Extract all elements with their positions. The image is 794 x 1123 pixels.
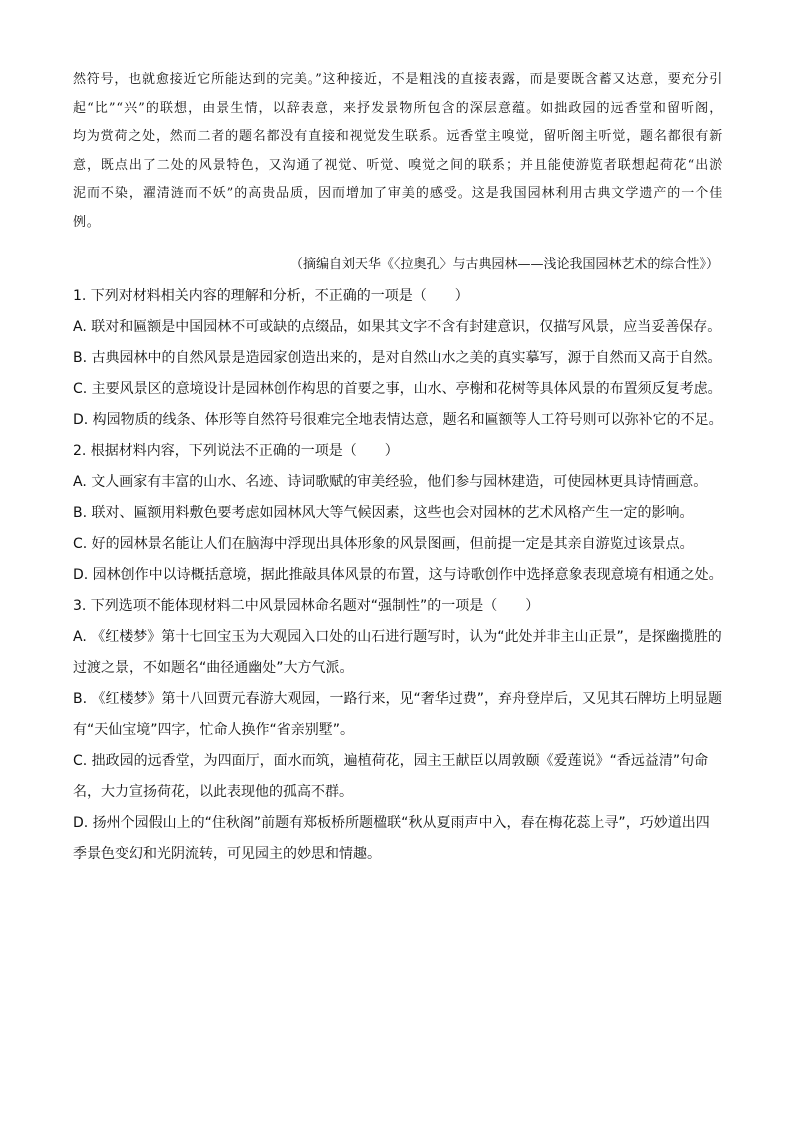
option-d: D. 园林创作中以诗概括意境，据此推敲具体风景的布置，这与诗歌创作中选择意象表现意境有相通之处。	[73, 567, 723, 583]
source-citation: （摘编自刘天华《〈拉奥孔〉与古典园林——浅论我国园林艺术的综合性》）	[289, 257, 719, 272]
option-b: B. 联对、匾额用料敷色要考虑如园林风大等气候因素，这些也会对园林的艺术风格产生一定的影响。	[73, 505, 694, 521]
question-stem: 1. 下列对材料相关内容的理解和分析，不正确的一项是（ ）	[73, 288, 469, 304]
question-list	[73, 281, 723, 870]
question-stem: 3. 下列选项不能体现材料二中风景园林命名题对“强制性”的一项是（ ）	[73, 598, 540, 614]
reading-passage: 然符号，也就愈接近它所能达到的完美。”这种接近，不是粗浅的直接表露，而是要既含蓄又达意，要充分引起“比”“兴”的联想，由景生情，以辞表意，来抒发景物所包含的深层意蕴。如拙政园的远香堂和留听阁，均为赏荷之处，然而二者的题名都没有直接和视觉发生联系。远香堂主嗅觉，留听阁主听觉，题名都很有新意，既点出了二处的风景特色，又沟通了视觉、听觉、嗅觉之间的联系；并且能使游览者联想起荷花“出淤泥而不染，濯清涟而不妖”的高贵品质，因而增加了审美的感受。这是我国园林利用古典文学遗产的一个佳例。	[73, 72, 723, 230]
option-c: C. 拙政园的远香堂，为四面厅，面水而筑，遍植荷花，园主王献臣以周敦颐《爱莲说》“香远益清”句命名，大力宣扬荷花，以此表现他的孤高不群。	[73, 753, 709, 800]
question-3	[73, 591, 723, 870]
option-a: A. 联对和匾额是中国园林不可或缺的点缀品，如果其文字不含有封建意识，仅描写风景，应当妥善保存。	[73, 319, 722, 335]
option-a: A. 《红楼梦》第十七回宝玉为大观园入口处的山石进行题写时，认为“此处并非主山正景”，是探幽揽胜的过渡之景，不如题名“曲径通幽处”大方气派。	[73, 629, 722, 676]
question-stem: 2. 根据材料内容，下列说法不正确的一项是（ ）	[73, 443, 399, 459]
option-d: D. 扬州个园假山上的“住秋阁”前题有郑板桥所题楹联“秋从夏雨声中入，春在梅花蕊上寻”，巧妙道出四季景色变幻和光阴流转，可见园主的妙思和情趣。	[73, 815, 710, 862]
question-1	[73, 281, 723, 436]
option-d: D. 构园物质的线条、体形等自然符号很难完全地表情达意，题名和匾额等人工符号则可以弥补它的不足。	[73, 412, 723, 428]
option-b: B. 《红楼梦》第十八回贾元春游大观园，一路行来，见“奢华过费”，弃舟登岸后，又见其石牌坊上明显题有“天仙宝境”四字，忙命人换作“省亲别墅”。	[73, 691, 723, 738]
option-a: A. 文人画家有丰富的山水、名迹、诗词歌赋的审美经验，他们参与园林建造，可使园林更具诗情画意。	[73, 474, 708, 490]
option-c: C. 主要风景区的意境设计是园林创作构思的首要之事，山水、亭榭和花树等具体风景的布置须反复考虑。	[73, 381, 722, 397]
option-c: C. 好的园林景名能让人们在脑海中浮现出具体形象的风景图画，但前提一定是其亲自游览过该景点。	[73, 536, 694, 552]
option-b: B. 古典园林中的自然风景是造园家创造出来的，是对自然山水之美的真实摹写，源于自然而又高于自然。	[73, 350, 722, 366]
question-2	[73, 436, 723, 591]
